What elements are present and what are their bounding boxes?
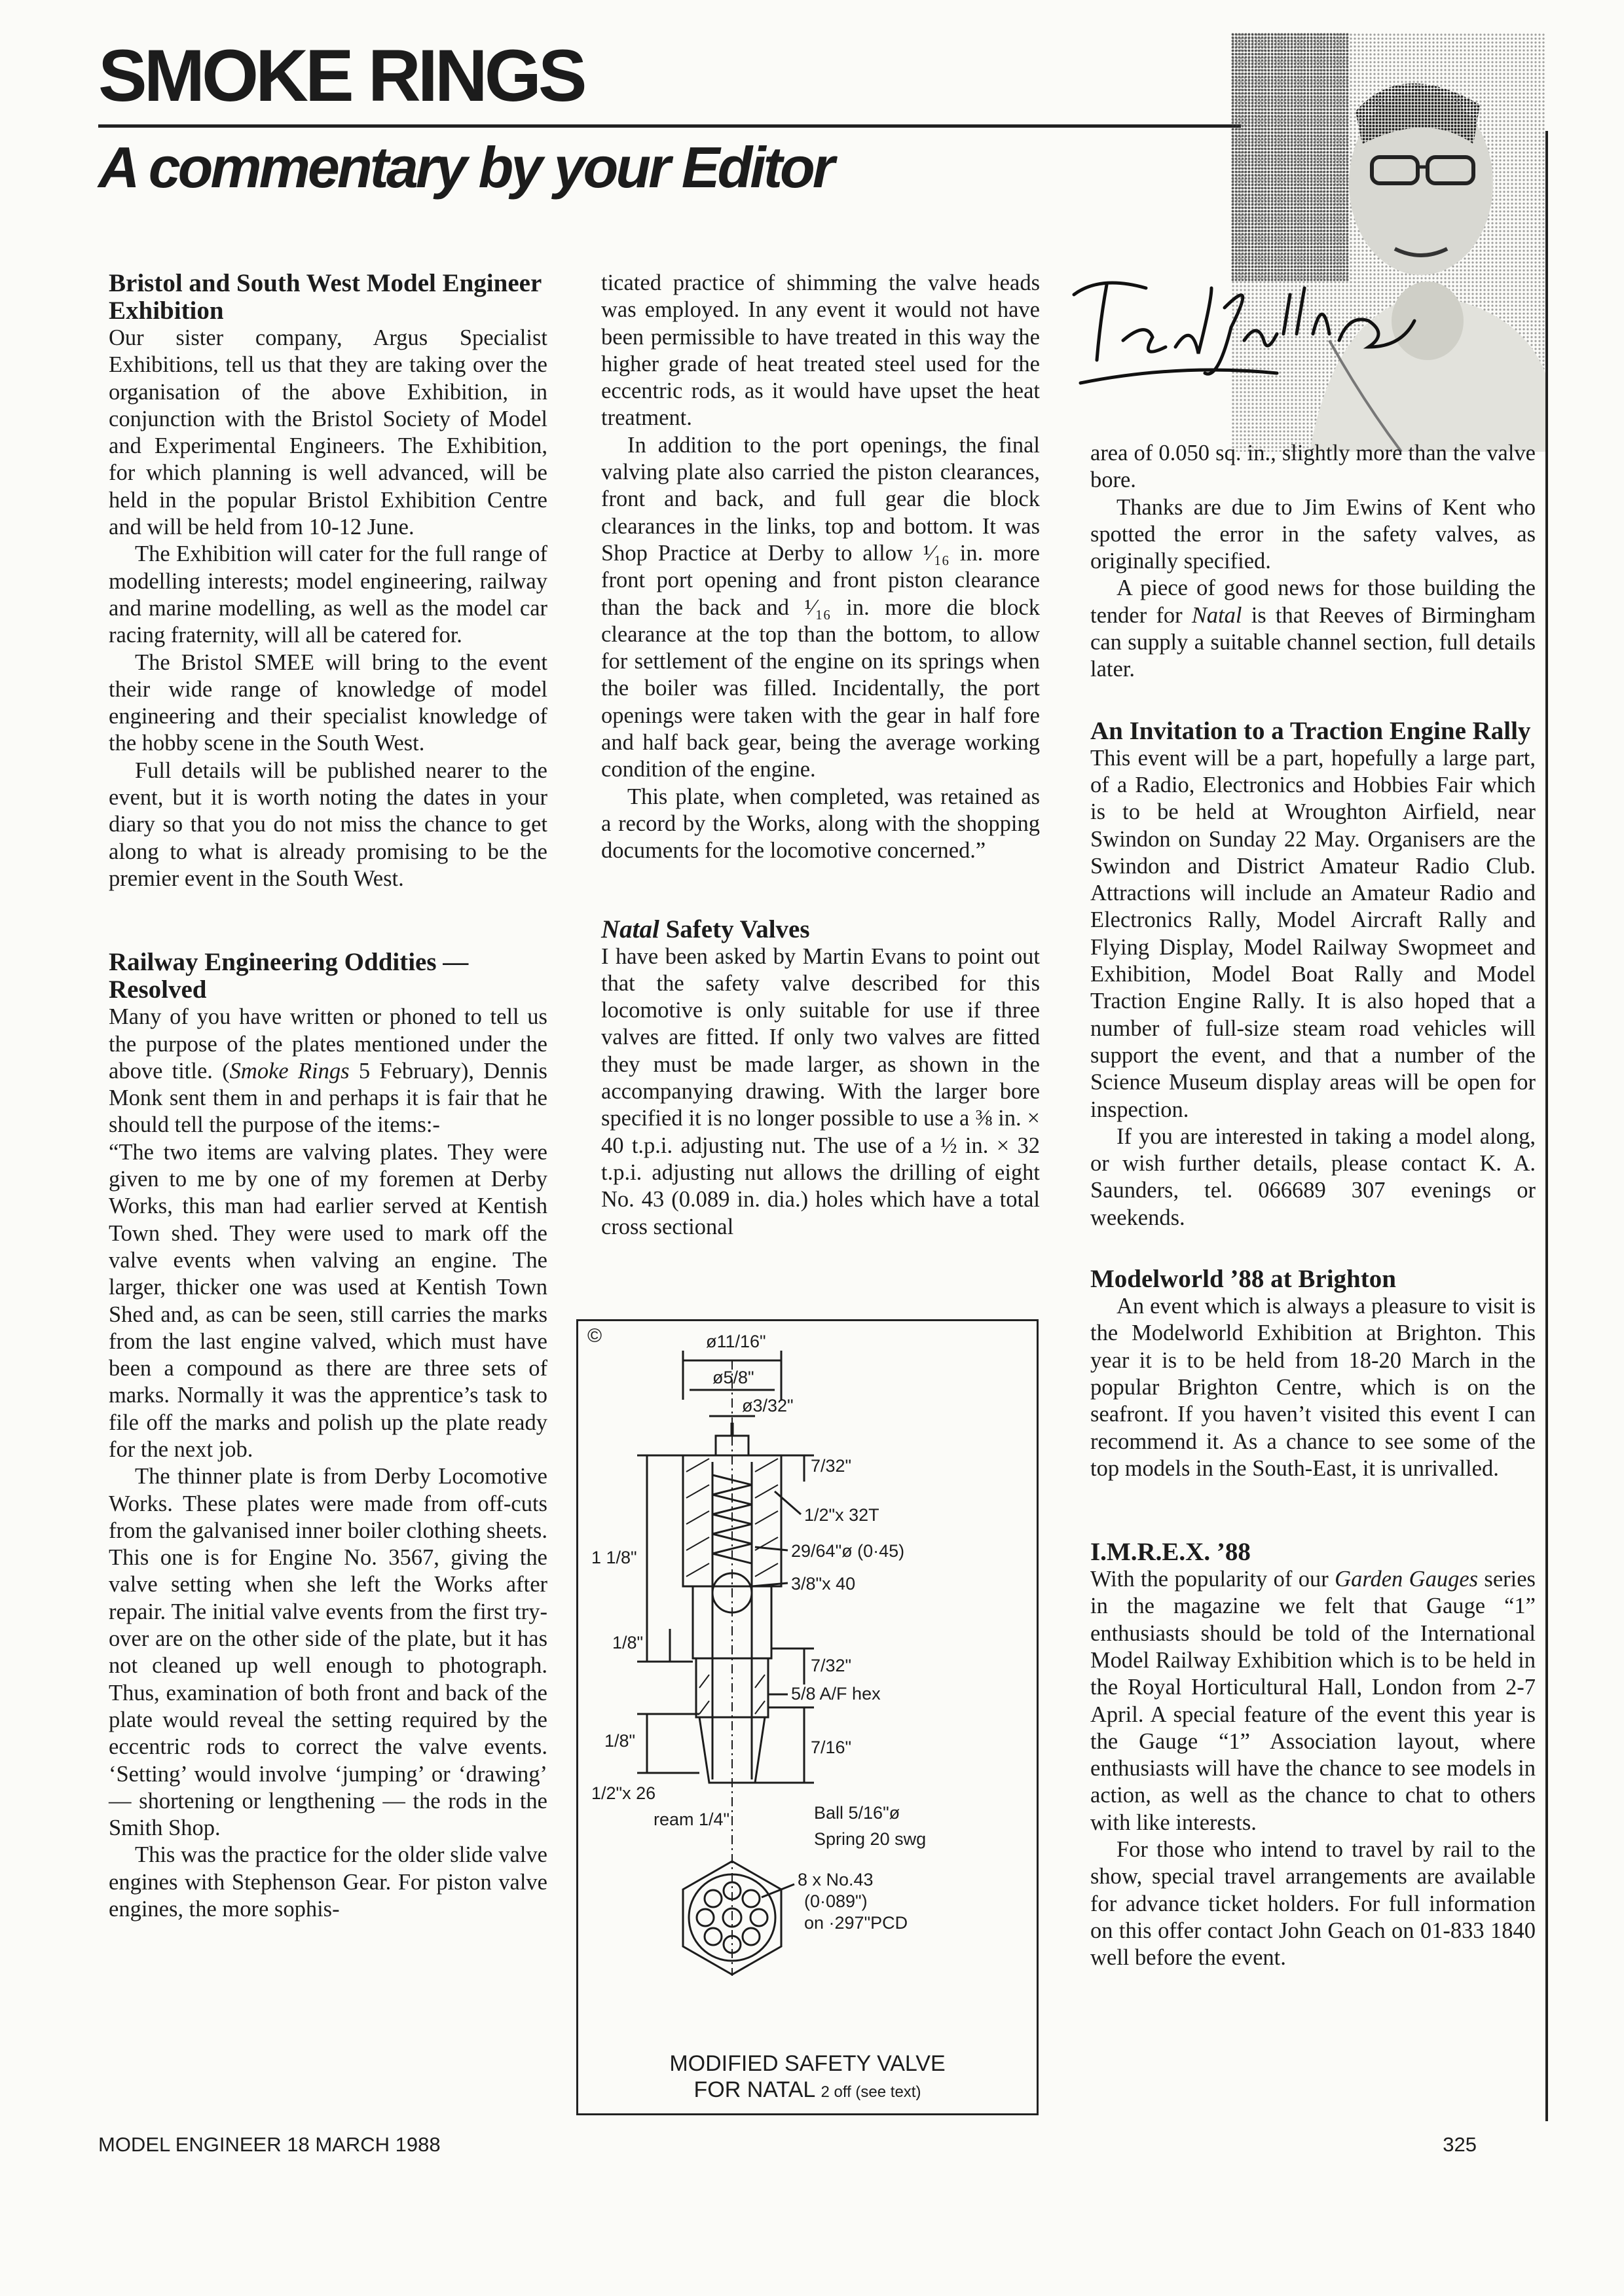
paragraph: The Bristol SMEE will bring to the event their wide range of knowledge of model engineering and their specialist knowledge of the hobby scene in the South West. xyxy=(109,649,547,756)
paragraph: A piece of good news for those building the tender for Natal is that Reeves of Birmingham can supply a suitable channel section, full details later. xyxy=(1090,575,1536,682)
paragraph: “The two items are valving plates. They were given to me by one of my foremen at Derby Works, this man had earlier served at Kentish Town shed. They were used to mark off the valve events when valving an engine. The larger, thicker one was used at Kentish Town Shed and, as can be seen, still carries the marks from the last engine valved, which must have been a compound as there are three sets of marks. Normally it was the apprentice’s task to file off the marks and polish up the plate ready for the next job. xyxy=(109,1139,547,1462)
dim-body-height: 7/16" xyxy=(811,1738,852,1757)
page-number: 325 xyxy=(1443,2133,1477,2156)
dim-top-height: 7/32" xyxy=(811,1456,852,1476)
heading-modelworld: Modelworld ’88 at Brighton xyxy=(1090,1265,1396,1294)
paragraph: ticated practice of shimming the valve heads was employed. In any event it would not have been permissible to have treated in this way the higher grade of heat treated steel used for the eccentric rods, as it would have upset the heat treatment. xyxy=(601,270,1040,431)
safety-valve-drawing xyxy=(576,1319,1039,2115)
paragraph: An event which is always a pleasure to visit is the Modelworld Exhibition at Brighton. This year it is to be held from 18-20 March in the popular Brighton Centre, which is on the seafront. If you haven’t visited this event I can recommend it. As a chance to see some of the top models in the South-East, it is unrivalled. xyxy=(1090,1294,1536,1481)
paragraph: This plate, when completed, was retained as a record by the Works, along with the shopping documents for the locomotive concerned.” xyxy=(601,784,1040,864)
paragraph: I have been asked by Martin Evans to point out that the safety valve described for this locomotive is only suitable for use if three valves are fitted. If only two valves are fitted they must be made larger, as shown in the accompanying drawing. With the larger bore specified it is no longer possible to use a ⅜ in. × 40 t.p.i. adjusting nut. The use of a ½ in. × 32 t.p.i. adjusting nut allows the drilling of eight No. 43 (0.089 in. dia.) holes which have a total cross sectional xyxy=(601,943,1040,1239)
dim-bore: 29/64"ø (0·45) xyxy=(791,1541,905,1561)
dim-pcd: on ·297"PCD xyxy=(804,1913,908,1933)
column-3 xyxy=(1090,440,1536,1972)
dim-base-thread: 1/2"x 26 xyxy=(591,1783,656,1803)
heading-traction-engine-rally: An Invitation to a Traction Engine Rally xyxy=(1090,716,1531,745)
dim-holes-diameter: (0·089") xyxy=(804,1891,868,1911)
dim-outer-diameter: ø11/16" xyxy=(706,1332,766,1351)
dim-hex: 5/8 A/F hex xyxy=(791,1684,881,1704)
paragraph: If you are interested in taking a model along, or wish further details, please contact K. A. Saunders, tel. 066689 307 evenings or weekends. xyxy=(1090,1123,1536,1230)
paragraph: Many of you have written or phoned to tell us the purpose of the plates mentioned under the above title. (Smoke Rings 5 February), Dennis Monk sent them in and perhaps it is fair that he should tell the purpose of the items:- xyxy=(109,1004,547,1138)
publication-line: MODEL ENGINEER 18 MARCH 1988 xyxy=(98,2133,441,2156)
dim-ream: ream 1/4" xyxy=(654,1810,730,1829)
paragraph: Thanks are due to Jim Ewins of Kent who spotted the error in the safety valves, as originally specified. xyxy=(1090,494,1536,574)
paragraph: The thinner plate is from Derby Locomotive Works. These plates were made from off-cuts from the galvanised inner boiler clothing sheets. This one is for Engine No. 3567, giving the valve setting when she left the Works after repair. The initial valve events from the first try-over are on the other side of the plate, but it has not cleaned up well enough to photograph. Thus, examination of both front and back of the plate would reveal the setting required by the eccentric rods to correct the valve events. ‘Setting’ would involve ‘jumping’ or ‘drawing’ — shortening or lengthening — the rods in the Smith Shop. xyxy=(109,1464,547,1841)
column-2 xyxy=(601,270,1040,1241)
heading-railway-oddities: Railway Engineering Oddities — Resolved xyxy=(109,948,469,1004)
page-title: SMOKE RINGS xyxy=(98,35,584,117)
heading-imrex: I.M.R.E.X. ’88 xyxy=(1090,1538,1251,1567)
heading-natal-safety-valves: Natal Safety Valves xyxy=(601,915,810,943)
paragraph: area of 0.050 sq. in., slightly more than the valve bore. xyxy=(1090,441,1536,493)
dim-top-diameter: ø3/32" xyxy=(742,1396,794,1415)
valve-diagram xyxy=(578,1321,1037,2041)
editor-signature xyxy=(1061,249,1428,399)
dim-nut: 3/8"x 40 xyxy=(791,1574,856,1594)
dim-thread-top: 1/2"x 32T xyxy=(804,1505,879,1525)
page-subtitle: A commentary by your Editor xyxy=(98,135,832,200)
dim-base-height: 1/8" xyxy=(604,1731,636,1751)
paragraph: This event will be a part, hopefully a large part, of a Radio, Electronics and Hobbies Fair which is to be held at Wroughton Airfield, near Swindon on Sunday 22 May. Organisers are the Swindon and District Amateur Radio Club. Attractions will include an Amateur Radio and Electronics Rally, Model Aircraft Rally and Flying Display, Model Railway Swopmeet and Exhibition, Model Boat Rally and Model Traction Engine Rally. It is also hoped that a number of full-size steam road vehicles will support the event, and that a number of the Science Museum display areas will be open for inspection. xyxy=(1090,745,1536,1122)
dim-spring: Spring 20 swg xyxy=(814,1829,927,1849)
dim-mid-diameter: ø5/8" xyxy=(712,1368,754,1387)
figure-caption: MODIFIED SAFETY VALVE FOR NATAL 2 off (see text) xyxy=(669,2051,946,2102)
title-rule xyxy=(98,124,1241,128)
dim-holes: 8 x No.43 xyxy=(798,1870,874,1889)
paragraph: In addition to the port openings, the final valving plate also carried the piston clearances, front and back, and full gear die block clearances in the links, top and bottom. It was Shop Practice at Derby to allow ¹⁄₁₆ in. more front port opening and front piston clearance than the back and ¹⁄₁₆ in. more die block clearance at the top than the bottom, to allow for settlement of the engine on its springs when the boiler was filled. Incidentally, the port openings were taken with the gear in half fore and half back gear, being the average working condition of the engine. xyxy=(601,432,1040,782)
paragraph: For those who intend to travel by rail to the show, special travel arrangements are available for advance ticket holders. For full information on this offer contact John Geach on 01-833 1840 well before the event. xyxy=(1090,1837,1536,1971)
column-rule xyxy=(1545,131,1548,2121)
dim-ball: Ball 5/16"ø xyxy=(814,1803,900,1823)
paragraph: With the popularity of our Garden Gauges series in the magazine we felt that Gauge “1” enthusiasts should be told of the International Model Railway Exhibition which is to be held in the Royal Horticultural Hall, London from 2-7 April. A special feature of the event this year is the Gauge “1” Association layout, where enthusiasts will have the chance to see models in action, as well as the chance to chat to others with like interests. xyxy=(1090,1567,1536,1835)
dim-lower-height: 1/8" xyxy=(612,1633,644,1652)
paragraph: This was the practice for the older slide valve engines with Stephenson Gear. For piston valve engines, the more sophis- xyxy=(109,1842,547,1922)
column-1 xyxy=(109,270,547,1923)
copyright-symbol: © xyxy=(587,1325,602,1347)
dim-total-height: 1 1/8" xyxy=(591,1548,637,1567)
paragraph: Our sister company, Argus Specialist Exhibitions, tell us that they are taking over the organisation of the above Exhibition, in conjunction with the Bristol Society of Model and Experimental Engineers. The Exhibition, for which planning is well advanced, will be held in the popular Bristol Exhibition Centre and will be held from 10-12 June. xyxy=(109,325,547,540)
paragraph: The Exhibition will cater for the full range of modelling interests; model engineering, railway and marine modelling, as well as the model car racing fraternity, will all be catered for. xyxy=(109,541,547,648)
paragraph: Full details will be published nearer to the event, but it is worth noting the dates in your diary so that you do not miss the chance to get along to what is already promising to be the premier event in the South West. xyxy=(109,757,547,891)
heading-bristol-exhibition: Bristol and South West Model Engineer Exhibition xyxy=(109,269,542,325)
dim-seat-height: 7/32" xyxy=(811,1656,852,1675)
